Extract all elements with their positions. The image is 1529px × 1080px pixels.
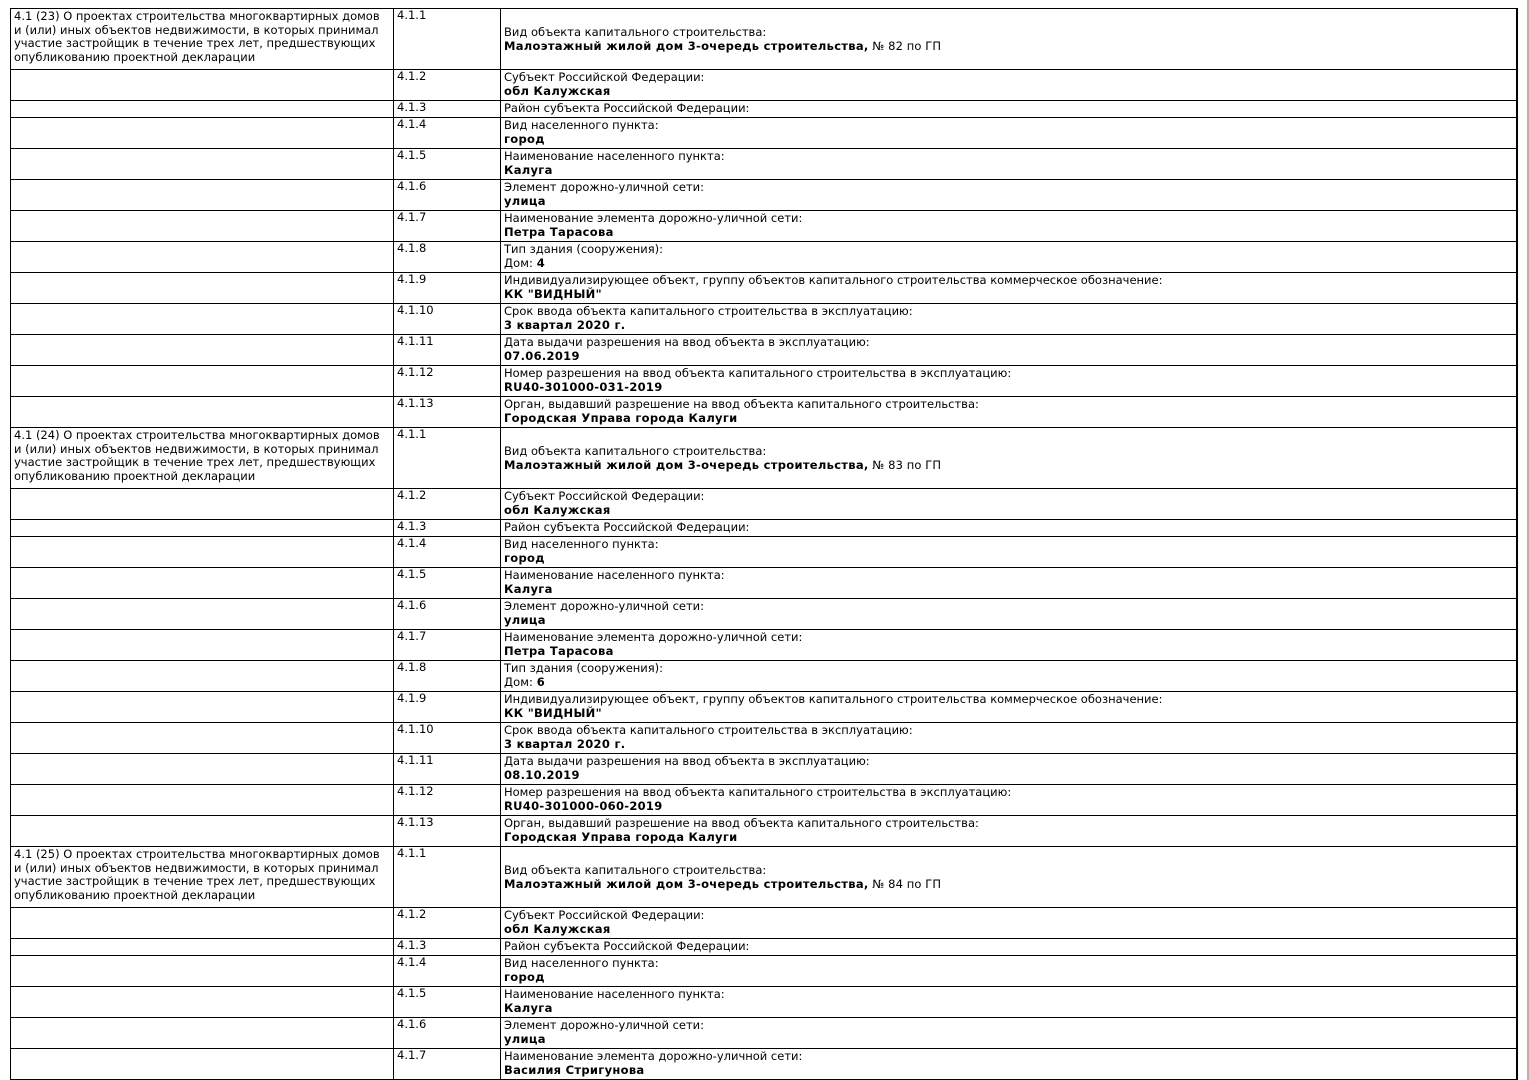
- row-code-cell: [394, 211, 501, 242]
- row-content-cell: [501, 520, 1518, 537]
- section-description-cell: [11, 70, 394, 101]
- section-description: [14, 754, 390, 755]
- field-value-line: [504, 459, 1513, 473]
- row-code-cell: [394, 366, 501, 397]
- row-code: 4.1.2: [397, 907, 427, 921]
- row-code-cell: [394, 816, 501, 847]
- section-description: 4.1 (23) О проектах строительства многоквартирных домов и (или) иных объектов недвижимости, в которых принимал участие застройщик в течение трех лет, предшествующих опубликованию проектной декларации: [14, 9, 380, 64]
- row-content-cell: [501, 723, 1518, 754]
- table-row: [11, 816, 1518, 847]
- section-description: [14, 366, 390, 367]
- section-description-cell: [11, 118, 394, 149]
- section-description: [14, 397, 390, 398]
- field-value: Василия Стригунова: [504, 1062, 645, 1077]
- field-value: 07.06.2019: [504, 348, 580, 363]
- field-label: Номер разрешения на ввод объекта капитального строительства в эксплуатацию:: [504, 366, 1012, 380]
- row-code-cell: [394, 101, 501, 118]
- table-row: [11, 754, 1518, 785]
- section-description-cell: [11, 242, 394, 273]
- field-label: Наименование населенного пункта:: [504, 568, 725, 582]
- field-label: Орган, выдавший разрешение на ввод объекта капитального строительства:: [504, 816, 979, 830]
- section-description-cell: [11, 428, 394, 489]
- field-value-line: [504, 707, 1513, 721]
- table-row: [11, 70, 1518, 101]
- section-description-cell: [11, 816, 394, 847]
- table-row: [11, 630, 1518, 661]
- field-label: Наименование элемента дорожно-уличной сети:: [504, 211, 803, 225]
- row-code-cell: [394, 939, 501, 956]
- section-description: [14, 537, 390, 538]
- field-label: Субъект Российской Федерации:: [504, 70, 705, 84]
- field-label: Дата выдачи разрешения на ввод объекта в эксплуатацию:: [504, 754, 870, 768]
- field-value: улица: [504, 1031, 546, 1046]
- row-code-cell: [394, 754, 501, 785]
- table-row: [11, 956, 1518, 987]
- field-value-line: [504, 552, 1513, 566]
- section-description: 4.1 (24) О проектах строительства многоквартирных домов и (или) иных объектов недвижимости, в которых принимал участие застройщик в течение трех лет, предшествующих опубликованию проектной декларации: [14, 428, 380, 483]
- section-description-cell: [11, 9, 394, 70]
- section-description-cell: [11, 1049, 394, 1080]
- row-code: 4.1.6: [397, 179, 427, 193]
- row-content-cell: [501, 397, 1518, 428]
- row-content-cell: [501, 211, 1518, 242]
- field-label: Район субъекта Российской Федерации:: [504, 101, 750, 115]
- row-content-cell: [501, 304, 1518, 335]
- row-code-cell: [394, 1049, 501, 1080]
- section-description-cell: [11, 908, 394, 939]
- table-row: [11, 366, 1518, 397]
- field-value: 4: [536, 255, 546, 270]
- row-code: 4.1.5: [397, 986, 427, 1000]
- row-code-cell: [394, 1018, 501, 1049]
- row-content-cell: [501, 630, 1518, 661]
- table-row: [11, 9, 1518, 70]
- section-description: [14, 630, 390, 631]
- field-value-line: [504, 878, 1513, 892]
- field-value-line: [504, 583, 1513, 597]
- table-row: [11, 939, 1518, 956]
- row-code-cell: [394, 242, 501, 273]
- section-description-cell: [11, 599, 394, 630]
- row-content-cell: [501, 489, 1518, 520]
- section-description: [14, 908, 390, 909]
- row-code-cell: [394, 70, 501, 101]
- field-value: Городская Управа города Калуги: [504, 410, 738, 425]
- field-label: Индивидуализирующее объект, группу объектов капитального строительства коммерческое обозначение:: [504, 273, 1163, 287]
- field-value: КК "ВИДНЫЙ": [504, 705, 602, 720]
- field-value: Малоэтажный жилой дом 3-очередь строительства,: [504, 38, 869, 53]
- row-code-cell: [394, 9, 501, 70]
- section-description: [14, 211, 390, 212]
- field-value-line: [504, 971, 1513, 985]
- section-description: [14, 1018, 390, 1019]
- field-label: Дата выдачи разрешения на ввод объекта в эксплуатацию:: [504, 335, 870, 349]
- field-value-line: [504, 923, 1513, 937]
- table-row: [11, 537, 1518, 568]
- section-description: [14, 180, 390, 181]
- row-code-cell: [394, 568, 501, 599]
- field-value-line: [504, 769, 1513, 783]
- row-code-cell: [394, 723, 501, 754]
- row-code: 4.1.6: [397, 598, 427, 612]
- field-label: Наименование элемента дорожно-уличной сети:: [504, 630, 803, 644]
- field-value-line: [504, 381, 1513, 395]
- section-description-cell: [11, 149, 394, 180]
- field-value: обл Калужская: [504, 502, 611, 517]
- row-code-cell: [394, 304, 501, 335]
- section-description: [14, 987, 390, 988]
- row-code: 4.1.5: [397, 567, 427, 581]
- row-code-cell: [394, 520, 501, 537]
- field-value: RU40-301000-031-2019: [504, 379, 663, 394]
- field-value: Калуга: [504, 162, 553, 177]
- table-row: [11, 304, 1518, 335]
- row-content-cell: [501, 428, 1518, 489]
- row-content-cell: [501, 1018, 1518, 1049]
- row-code: 4.1.9: [397, 272, 427, 286]
- table-row: [11, 847, 1518, 908]
- field-label: Орган, выдавший разрешение на ввод объекта капитального строительства:: [504, 397, 979, 411]
- table-row: [11, 118, 1518, 149]
- row-content-cell: [501, 939, 1518, 956]
- section-description-cell: [11, 630, 394, 661]
- row-code: 4.1.7: [397, 629, 427, 643]
- section-description-cell: [11, 939, 394, 956]
- row-code: 4.1.13: [397, 396, 434, 410]
- field-value-line: [504, 412, 1513, 426]
- field-value-line: [504, 288, 1513, 302]
- table-row: [11, 489, 1518, 520]
- section-description: [14, 1049, 390, 1050]
- declaration-table: [10, 8, 1518, 1080]
- row-code: 4.1.3: [397, 938, 427, 952]
- field-label: Срок ввода объекта капитального строительства в эксплуатацию:: [504, 723, 913, 737]
- row-content-cell: [501, 366, 1518, 397]
- field-value-line: [504, 800, 1513, 814]
- field-value: улица: [504, 193, 546, 208]
- section-description-cell: [11, 101, 394, 118]
- row-content-cell: [501, 816, 1518, 847]
- row-code: 4.1.9: [397, 691, 427, 705]
- row-code: 4.1.10: [397, 303, 434, 317]
- table-row: [11, 692, 1518, 723]
- field-value: Малоэтажный жилой дом 3-очередь строительства,: [504, 876, 869, 891]
- declaration-table-body: [11, 9, 1518, 1080]
- field-value-tail: № 84 по ГП: [868, 876, 942, 891]
- row-code-cell: [394, 428, 501, 489]
- row-content-cell: [501, 785, 1518, 816]
- section-description: [14, 939, 390, 940]
- field-value-line: [504, 645, 1513, 659]
- row-content-cell: [501, 754, 1518, 785]
- field-label: Субъект Российской Федерации:: [504, 908, 705, 922]
- section-description-cell: [11, 661, 394, 692]
- field-label: Район субъекта Российской Федерации:: [504, 939, 750, 953]
- field-label: Район субъекта Российской Федерации:: [504, 520, 750, 534]
- row-code-cell: [394, 489, 501, 520]
- section-description-cell: [11, 520, 394, 537]
- table-row: [11, 599, 1518, 630]
- field-value-line: [504, 85, 1513, 99]
- section-description: [14, 520, 390, 521]
- table-row: [11, 211, 1518, 242]
- row-content-cell: [501, 987, 1518, 1018]
- field-value: обл Калужская: [504, 921, 611, 936]
- row-content-cell: [501, 118, 1518, 149]
- row-code-cell: [394, 908, 501, 939]
- section-description: [14, 692, 390, 693]
- row-code: 4.1.2: [397, 69, 427, 83]
- field-label: Наименование населенного пункта:: [504, 149, 725, 163]
- section-description-cell: [11, 304, 394, 335]
- row-code: 4.1.6: [397, 1017, 427, 1031]
- row-code-cell: [394, 537, 501, 568]
- section-description-cell: [11, 956, 394, 987]
- field-label: Тип здания (сооружения):: [504, 661, 664, 675]
- row-code-cell: [394, 397, 501, 428]
- section-description: [14, 118, 390, 119]
- row-code: 4.1.3: [397, 519, 427, 533]
- field-label: Индивидуализирующее объект, группу объектов капитального строительства коммерческое обозначение:: [504, 692, 1163, 706]
- field-value-line: [504, 195, 1513, 209]
- row-code-cell: [394, 692, 501, 723]
- section-description-cell: [11, 785, 394, 816]
- field-value: КК "ВИДНЫЙ": [504, 286, 602, 301]
- field-value: Калуга: [504, 1000, 553, 1015]
- section-description-cell: [11, 335, 394, 366]
- section-description-cell: [11, 987, 394, 1018]
- field-value-line: [504, 164, 1513, 178]
- row-content-cell: [501, 599, 1518, 630]
- row-code: 4.1.5: [397, 148, 427, 162]
- section-description: [14, 816, 390, 817]
- field-value: 3 квартал 2020 г.: [504, 736, 626, 751]
- field-label: Наименование элемента дорожно-уличной сети:: [504, 1049, 803, 1063]
- row-code: 4.1.10: [397, 722, 434, 736]
- field-value: Калуга: [504, 581, 553, 596]
- field-label: Срок ввода объекта капитального строительства в эксплуатацию:: [504, 304, 913, 318]
- row-content-cell: [501, 847, 1518, 908]
- section-description: [14, 568, 390, 569]
- section-description-cell: [11, 847, 394, 908]
- table-row: [11, 335, 1518, 366]
- section-description: [14, 149, 390, 150]
- row-code: 4.1.2: [397, 488, 427, 502]
- row-code: 4.1.11: [397, 334, 434, 348]
- table-row: [11, 149, 1518, 180]
- section-description: [14, 956, 390, 957]
- row-code: 4.1.8: [397, 241, 427, 255]
- row-content-cell: [501, 273, 1518, 304]
- section-description-cell: [11, 397, 394, 428]
- field-value-line: [504, 40, 1513, 54]
- field-label: Вид населенного пункта:: [504, 118, 659, 132]
- row-content-cell: [501, 242, 1518, 273]
- section-description-cell: [11, 568, 394, 599]
- row-code: 4.1.7: [397, 1048, 427, 1062]
- table-row: [11, 180, 1518, 211]
- field-value: обл Калужская: [504, 83, 611, 98]
- row-code-cell: [394, 118, 501, 149]
- field-value-line: [504, 350, 1513, 364]
- field-label: Элемент дорожно-уличной сети:: [504, 599, 705, 613]
- table-row: [11, 785, 1518, 816]
- field-value-line: [504, 1064, 1513, 1078]
- section-description: [14, 101, 390, 102]
- row-content-cell: [501, 9, 1518, 70]
- row-code-cell: [394, 273, 501, 304]
- field-label: Вид населенного пункта:: [504, 956, 659, 970]
- row-code: 4.1.8: [397, 660, 427, 674]
- field-value-prefix: Дом:: [504, 255, 537, 270]
- field-value: город: [504, 969, 545, 984]
- row-code: 4.1.4: [397, 536, 427, 550]
- section-description: [14, 304, 390, 305]
- field-label: Вид объекта капитального строительства:: [504, 444, 767, 458]
- row-code: 4.1.1: [397, 846, 427, 860]
- section-description: 4.1 (25) О проектах строительства многоквартирных домов и (или) иных объектов недвижимости, в которых принимал участие застройщик в течение трех лет, предшествующих опубликованию проектной декларации: [14, 847, 380, 902]
- section-description: [14, 723, 390, 724]
- section-description: [14, 273, 390, 274]
- section-description-cell: [11, 692, 394, 723]
- row-content-cell: [501, 661, 1518, 692]
- field-value-line: [504, 226, 1513, 240]
- row-content-cell: [501, 1049, 1518, 1080]
- field-label: Вид объекта капитального строительства:: [504, 863, 767, 877]
- table-row: [11, 987, 1518, 1018]
- table-row: [11, 723, 1518, 754]
- row-code: 4.1.3: [397, 100, 427, 114]
- row-code: 4.1.7: [397, 210, 427, 224]
- row-content-cell: [501, 70, 1518, 101]
- field-value-line: [504, 319, 1513, 333]
- row-code-cell: [394, 599, 501, 630]
- row-code: 4.1.12: [397, 365, 434, 379]
- field-label: Номер разрешения на ввод объекта капитального строительства в эксплуатацию:: [504, 785, 1012, 799]
- section-description-cell: [11, 180, 394, 211]
- field-label: Вид населенного пункта:: [504, 537, 659, 551]
- section-description: [14, 70, 390, 71]
- row-content-cell: [501, 335, 1518, 366]
- field-label: Субъект Российской Федерации:: [504, 489, 705, 503]
- field-value: город: [504, 550, 545, 565]
- field-value: Малоэтажный жилой дом 3-очередь строительства,: [504, 457, 869, 472]
- row-content-cell: [501, 149, 1518, 180]
- table-row: [11, 428, 1518, 489]
- section-description: [14, 489, 390, 490]
- field-value: 3 квартал 2020 г.: [504, 317, 626, 332]
- row-content-cell: [501, 956, 1518, 987]
- row-code: 4.1.4: [397, 117, 427, 131]
- section-description: [14, 599, 390, 600]
- table-row: [11, 520, 1518, 537]
- row-content-cell: [501, 692, 1518, 723]
- field-value-prefix: Дом:: [504, 674, 537, 689]
- field-value: 6: [536, 674, 546, 689]
- row-code-cell: [394, 661, 501, 692]
- row-code: 4.1.13: [397, 815, 434, 829]
- field-label: Элемент дорожно-уличной сети:: [504, 1018, 705, 1032]
- field-value: улица: [504, 612, 546, 627]
- table-row: [11, 661, 1518, 692]
- row-code: 4.1.4: [397, 955, 427, 969]
- table-row: [11, 397, 1518, 428]
- section-description: [14, 661, 390, 662]
- row-code: 4.1.1: [397, 8, 427, 22]
- row-code: 4.1.1: [397, 427, 427, 441]
- field-value-line: [504, 831, 1513, 845]
- section-description-cell: [11, 273, 394, 304]
- section-description-cell: [11, 723, 394, 754]
- section-description: [14, 242, 390, 243]
- table-row: [11, 101, 1518, 118]
- row-content-cell: [501, 908, 1518, 939]
- row-code-cell: [394, 956, 501, 987]
- field-value: RU40-301000-060-2019: [504, 798, 663, 813]
- section-description: [14, 785, 390, 786]
- row-code-cell: [394, 785, 501, 816]
- field-value: город: [504, 131, 545, 146]
- field-label: Тип здания (сооружения):: [504, 242, 664, 256]
- field-value-line: [504, 1002, 1513, 1016]
- field-label: Элемент дорожно-уличной сети:: [504, 180, 705, 194]
- table-row: [11, 908, 1518, 939]
- table-row: [11, 1018, 1518, 1049]
- section-description-cell: [11, 211, 394, 242]
- field-value-line: [504, 738, 1513, 752]
- row-content-cell: [501, 537, 1518, 568]
- section-description-cell: [11, 489, 394, 520]
- table-row: [11, 242, 1518, 273]
- field-value: Петра Тарасова: [504, 224, 614, 239]
- table-row: [11, 273, 1518, 304]
- row-content-cell: [501, 568, 1518, 599]
- row-content-cell: [501, 101, 1518, 118]
- table-row: [11, 1049, 1518, 1080]
- row-code-cell: [394, 149, 501, 180]
- field-value: Петра Тарасова: [504, 643, 614, 658]
- section-description-cell: [11, 366, 394, 397]
- row-code: 4.1.11: [397, 753, 434, 767]
- row-code: 4.1.12: [397, 784, 434, 798]
- field-value-tail: № 83 по ГП: [868, 457, 942, 472]
- row-code-cell: [394, 335, 501, 366]
- field-label: Вид объекта капитального строительства:: [504, 25, 767, 39]
- row-code-cell: [394, 847, 501, 908]
- field-value-line: [504, 504, 1513, 518]
- row-code-cell: [394, 180, 501, 211]
- section-description-cell: [11, 1018, 394, 1049]
- section-description-cell: [11, 754, 394, 785]
- field-value-line: [504, 676, 1513, 690]
- field-value-line: [504, 614, 1513, 628]
- row-code-cell: [394, 987, 501, 1018]
- field-value: 08.10.2019: [504, 767, 580, 782]
- row-code-cell: [394, 630, 501, 661]
- field-value-line: [504, 133, 1513, 147]
- field-value-line: [504, 1033, 1513, 1047]
- table-row: [11, 568, 1518, 599]
- field-value-line: [504, 257, 1513, 271]
- field-label: Наименование населенного пункта:: [504, 987, 725, 1001]
- section-description-cell: [11, 537, 394, 568]
- row-content-cell: [501, 180, 1518, 211]
- field-value-tail: № 82 по ГП: [868, 38, 942, 53]
- field-value: Городская Управа города Калуги: [504, 829, 738, 844]
- section-description: [14, 335, 390, 336]
